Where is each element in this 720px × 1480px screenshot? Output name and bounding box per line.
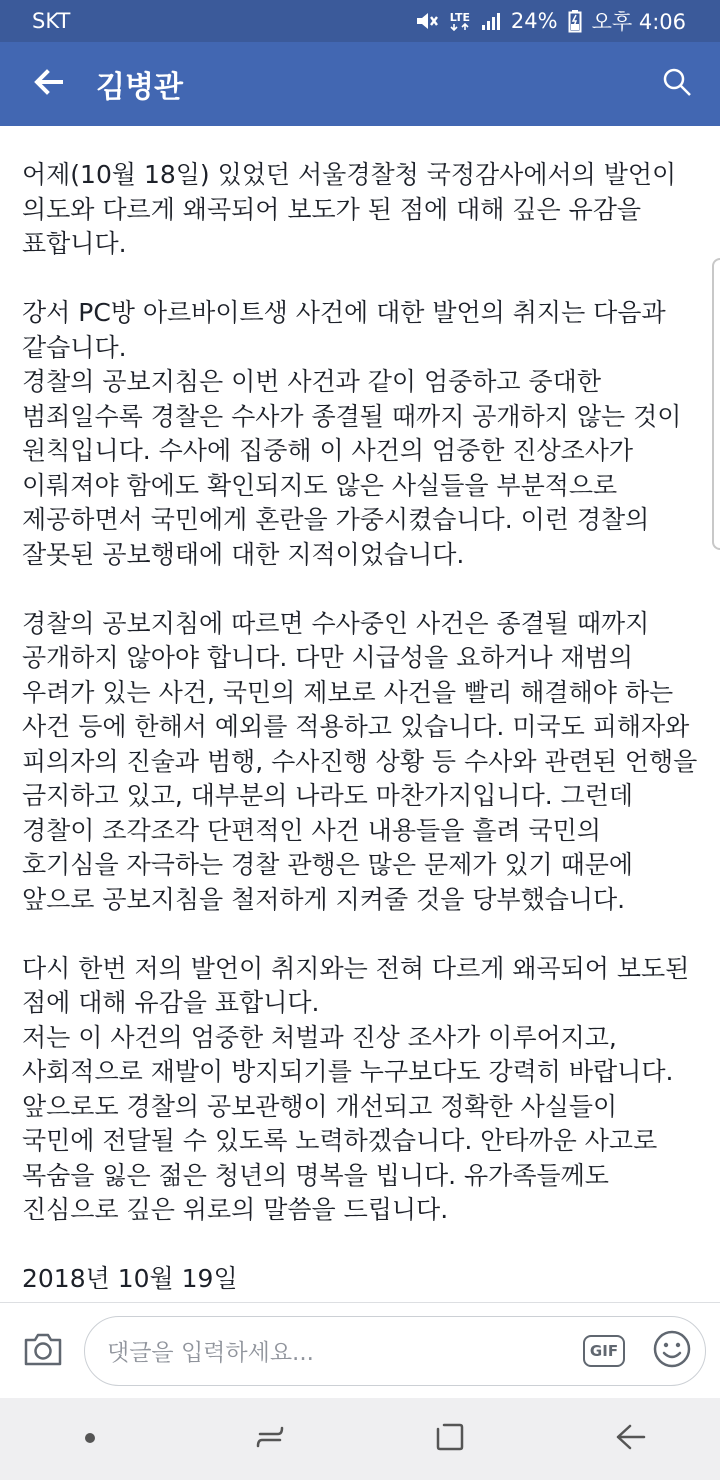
post-text-line: 경찰의 공보지침에 따르면 수사중인 사건은 종결될 때까지 <box>22 608 650 638</box>
emoji-button[interactable] <box>651 1330 693 1372</box>
post-text-line: 원칙입니다. 수사에 집중해 이 사건의 엄중한 진상조사가 <box>22 436 634 465</box>
post-text-line: 호기심을 자극하는 경찰 관행은 많은 문제가 있기 때문에 <box>22 850 634 879</box>
comment-input[interactable] <box>84 1316 706 1386</box>
post-paragraph <box>22 607 698 918</box>
post-text-line: 피의자의 진술과 범행, 수사진행 상황 등 수사와 관련된 언행을 <box>22 746 698 776</box>
post-text-line: 진심으로 깊은 위로의 말씀을 드립니다. <box>22 1195 449 1224</box>
post-text-line: 저는 이 사건의 엄중한 처벌과 진상 조사가 이루어지고, <box>22 1022 617 1052</box>
post-text-line: 우려가 있는 사건, 국민의 제보로 사건을 빨리 해결해야 하는 <box>22 677 674 707</box>
post-text-line: 강서 PC방 아르바이트생 사건에 대한 발언의 취지는 다음과 <box>22 298 666 327</box>
post-text-line: 사회적으로 재발이 방지되기를 누구보다도 강력히 바랍니다. <box>22 1057 674 1086</box>
battery-percent: 24% <box>510 9 558 33</box>
post-text-line: 앞으로도 경찰의 공보관행이 개선되고 정확한 사실들이 <box>22 1091 618 1121</box>
back-nav-button[interactable] <box>590 1398 670 1480</box>
camera-icon <box>23 1331 63 1371</box>
post-text-line: 목숨을 잃은 젊은 청년의 명복을 빕니다. 유가족들께도 <box>22 1160 609 1190</box>
status-icons <box>415 6 686 36</box>
carrier-label: SKT <box>32 9 71 33</box>
arrow-left-icon <box>33 69 63 99</box>
network-label: LTE <box>449 10 471 24</box>
post-text-line: 다시 한번 저의 발언이 취지와는 전혀 다르게 왜곡되어 보도된 <box>22 953 690 983</box>
post-paragraph <box>22 158 698 262</box>
status-bar <box>0 0 720 42</box>
post-text-line: 금지하고 있고, 대부분의 나라도 마찬가지입니다. 그런데 <box>22 781 634 810</box>
post-text-line: 경찰이 조각조각 단편적인 사건 내용들을 흘려 국민의 <box>22 815 601 845</box>
search-button[interactable] <box>634 42 720 126</box>
recent-apps-icon <box>254 1422 286 1456</box>
camera-button[interactable] <box>20 1328 66 1374</box>
post-text-line: 사건 등에 한해서 예외를 적용하고 있습니다. 미국도 피해자와 <box>22 712 690 741</box>
post-text-line: 범죄일수록 경찰은 수사가 종결될 때까지 공개하지 않는 것이 <box>22 401 682 431</box>
post-text-line: 표합니다. <box>22 229 127 258</box>
search-icon <box>662 67 692 101</box>
post-text-line: 공개하지 않아야 합니다. 다만 시급성을 요하거나 재범의 <box>22 643 634 672</box>
comment-composer <box>0 1302 720 1398</box>
page-title: 김병관 <box>96 70 183 105</box>
post-text-line: 같습니다. <box>22 332 127 362</box>
recent-apps-button[interactable] <box>230 1398 310 1480</box>
post-text-line: 점에 대해 유감을 표합니다. <box>22 988 320 1017</box>
post-paragraph <box>22 952 698 1228</box>
post-text-line: 의도와 다르게 왜곡되어 보도가 된 점에 대해 깊은 유감을 <box>22 194 642 224</box>
post-text-line: 이뤄져야 함에도 확인되지도 않은 사실들을 부분적으로 <box>22 470 618 500</box>
home-button[interactable] <box>410 1398 490 1480</box>
app-header <box>0 42 720 126</box>
post-text-line: 앞으로 공보지침을 철저하게 지켜줄 것을 당부했습니다. <box>22 884 626 914</box>
system-nav-bar <box>0 1398 720 1480</box>
post-text-line: 잘못된 공보행태에 대한 지적이었습니다. <box>22 539 465 569</box>
signal-icon <box>481 11 501 31</box>
clock: 오후 4:06 <box>591 10 686 34</box>
dot-icon <box>83 1430 97 1449</box>
post-text-line: 경찰의 공보지침은 이번 사건과 같이 엄중하고 중대한 <box>22 367 601 396</box>
back-icon <box>614 1422 646 1456</box>
post-text-line: 제공하면서 국민에게 혼란을 가중시켰습니다. 이런 경찰의 <box>22 505 650 534</box>
post-date: 2018년 10월 19일 <box>22 1264 238 1293</box>
post-paragraph <box>22 296 698 572</box>
mute-icon <box>415 10 439 32</box>
post-text-line: 국민에 전달될 수 있도록 노력하겠습니다. 안타까운 사고로 <box>22 1126 658 1155</box>
post-text-line: 어제(10월 18일) 있었던 서울경찰청 국정감사에서의 발언이 <box>22 160 677 189</box>
dot-button[interactable] <box>50 1398 130 1480</box>
post-body <box>0 126 720 1302</box>
comment-placeholder: 댓글을 입력하세요... <box>107 1340 314 1366</box>
gif-button[interactable]: GIF <box>583 1335 625 1367</box>
lte-icon <box>449 12 471 31</box>
battery-icon <box>568 9 582 33</box>
emoji-icon <box>652 1329 692 1373</box>
back-button[interactable] <box>0 42 96 126</box>
scroll-indicator[interactable] <box>712 258 720 550</box>
home-icon <box>434 1421 466 1457</box>
